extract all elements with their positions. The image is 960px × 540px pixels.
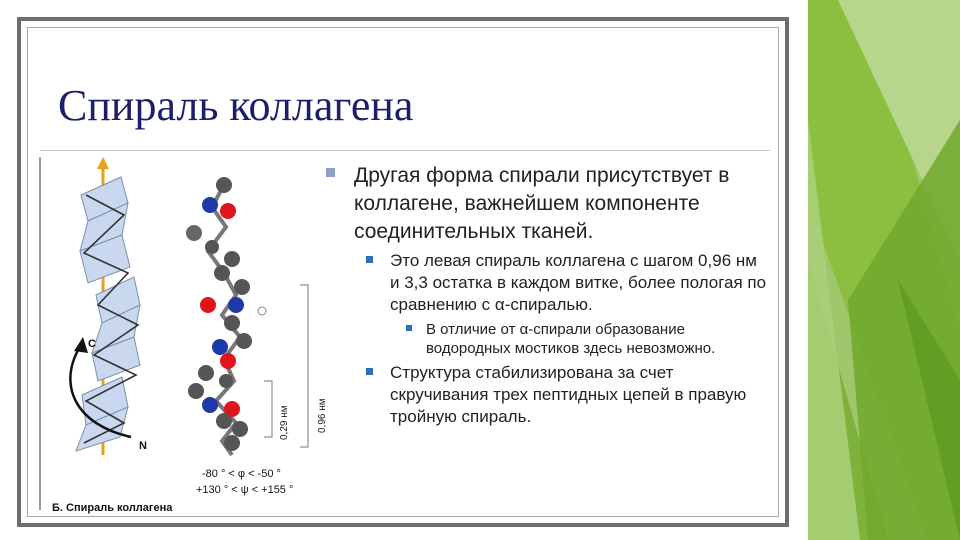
figure-caption: Б. Спираль коллагена <box>52 502 173 514</box>
dim-small-label: 0,29 нм <box>279 405 290 440</box>
title-divider <box>40 150 770 151</box>
label-n: N <box>139 440 147 452</box>
bullet-list <box>320 162 770 428</box>
bullet-text: В отличие от α-спирали образование водородных мостиков здесь невозможно. <box>426 321 716 357</box>
bullet-level2 <box>320 250 770 316</box>
bullet-text: Другая форма спирали присутствует в коллагене, важнейшем компоненте соединительных тканей. <box>354 164 730 243</box>
bullet-level2 <box>320 362 770 428</box>
decorative-green-panel <box>808 0 960 540</box>
angle-psi: +130 ° < ψ < +155 ° <box>196 484 294 496</box>
bullet-level1 <box>320 162 770 246</box>
bullet-square-icon <box>366 256 373 263</box>
label-c: C <box>88 338 96 350</box>
bullet-square-icon <box>326 168 335 177</box>
bullet-level3 <box>320 320 770 358</box>
dim-large-label: 0,96 нм <box>317 398 328 433</box>
bullet-square-icon <box>406 325 412 331</box>
atom-balls <box>186 177 266 451</box>
bullet-text: Это левая спираль коллагена с шагом 0,96 нм и 3,3 остатка в каждом витке, более пологая по сравнению с α-спиралью. <box>390 251 767 314</box>
bullet-text: Структура стабилизирована за счет скручивания трех пептидных цепей в правую тройную спираль. <box>390 363 747 426</box>
bullet-square-icon <box>366 368 373 375</box>
slide-title: Спираль коллагена <box>58 81 414 130</box>
collagen-helix-figure <box>36 155 336 523</box>
angle-phi: -80 ° < φ < -50 ° <box>202 468 281 480</box>
